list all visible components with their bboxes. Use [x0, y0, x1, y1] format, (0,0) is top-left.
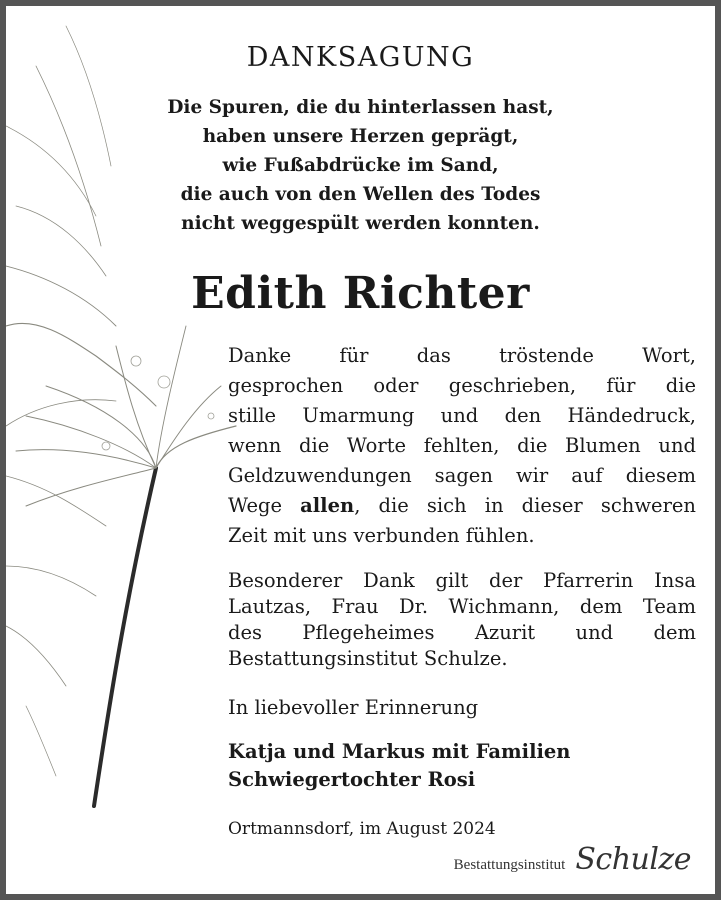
- thanks-line: Geldzuwendungen sagen wir auf diesem: [228, 464, 696, 487]
- funeral-home-logo: Schulze: [575, 842, 691, 877]
- emphasis-allen: allen: [300, 494, 355, 517]
- funeral-home-signature: [454, 842, 691, 877]
- poem-line: nicht weggespült werden konnten.: [181, 213, 540, 234]
- place-date: Ortmannsdorf, im August 2024: [228, 819, 496, 839]
- poem-line: Die Spuren, die du hinterlassen hast,: [167, 97, 554, 118]
- thanks-line: Danke für das tröstende Wort,: [228, 344, 696, 367]
- thanks-line: wenn die Worte fehlten, die Blumen und: [228, 434, 696, 457]
- family-names: [228, 738, 696, 794]
- special-thanks-line: Lautzas, Frau Dr. Wichmann, dem Team: [228, 595, 696, 618]
- family-line: Katja und Markus mit Familien: [228, 740, 571, 763]
- family-line: Schwiegertochter Rosi: [228, 768, 476, 791]
- thanks-text: Wege: [228, 494, 301, 517]
- funeral-home-label: Bestattungsinstitut: [453, 857, 566, 873]
- poem-line: haben unsere Herzen geprägt,: [202, 126, 519, 147]
- memory-phrase: In liebevoller Erinnerung: [228, 696, 479, 719]
- special-thanks-line: Bestattungsinstitut Schulze.: [228, 647, 508, 670]
- thanks-line-emphasis: [228, 491, 696, 521]
- deceased-name: Edith Richter: [191, 268, 530, 319]
- poem-line: wie Fußabdrücke im Sand,: [222, 155, 499, 176]
- thanks-text: , die sich in dieser schweren: [354, 494, 696, 517]
- poem: [6, 93, 715, 238]
- thanks-line: Zeit mit uns verbunden fühlen.: [228, 524, 535, 547]
- special-thanks-paragraph: [228, 568, 696, 672]
- thanks-line: stille Umarmung und den Händedruck,: [228, 404, 696, 427]
- special-thanks-line: des Pflegeheimes Azurit und dem: [228, 621, 696, 644]
- notice-heading: DANKSAGUNG: [246, 42, 475, 73]
- poem-line: die auch von den Wellen des Todes: [180, 184, 541, 205]
- thanks-line: gesprochen oder geschrieben, für die: [228, 374, 696, 397]
- thanks-paragraph: [228, 341, 696, 551]
- special-thanks-line: Besonderer Dank gilt der Pfarrerin Insa: [228, 569, 696, 592]
